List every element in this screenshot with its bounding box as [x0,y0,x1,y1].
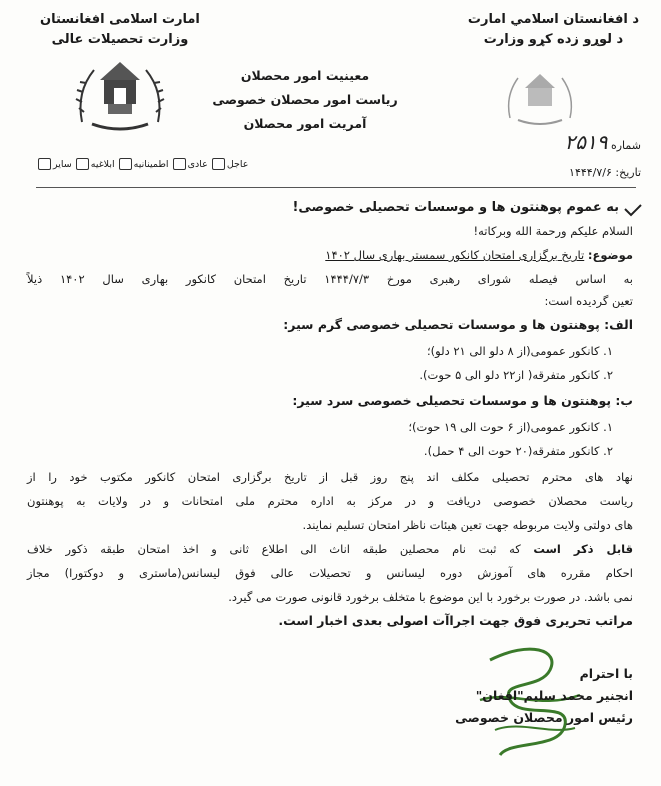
checkbox-icon [173,158,186,170]
checkbox-icon [212,158,225,170]
section-a-item: ۱. کانکور عمومی(از ۸ دلو الی ۲۱ دلو)؛ [426,344,613,358]
subject-text: تاریخ برگزاری امتحان کانکور سمستر بهاری سال ۱۴۰۲ [325,248,585,262]
intro-line-1: به اساس فیصله شورای رهبری مورخ ۱۴۴۴/۷/۳ تاریخ امتحان کانکور بهاری سال ۱۴۰۲ ذیلاً [27,272,634,286]
greeting: السلام علیکم ورحمة الله وبرکاته! [473,224,633,238]
subject-label: موضوع: [587,248,633,262]
priority-option-normal[interactable]: عادی [173,158,208,170]
letter-number [565,130,641,154]
signer-title: رئیس امور محصلان خصوصی [455,710,633,725]
header-center [205,64,405,136]
paragraph-2-line-3: های دولتی ولایت مربوطه جهت تعین هیئات ناظر امتحان تسلیم نمایند. [302,518,633,532]
section-b-item: ۲. کانکور متفرقه(۲۰ حوت الی ۴ حمل). [423,444,613,458]
header-center-line2: ریاست امور محصلان خصوصی [212,92,398,107]
number-value: ۲۵۱۹ [564,130,608,154]
note-line-3: نمی باشد. در صورت برخورد با این موضوع با متخلف برخورد قانونی صورت می گیرد. [228,590,633,604]
subject-line [27,246,633,264]
closing-line: مراتب تحریری فوق جهت اجراآت اصولی بعدی اخبار است. [278,613,633,628]
section-b-title: ب: پوهنتون ها و موسسات تحصیلی خصوصی سرد سیر: [292,393,633,408]
date-label: تاریخ: [615,166,641,179]
note-line-1-text: که ثبت نام محصلین طبقه اناث الی اطلاع ثانی و اخذ امتحان طبقه ذکور خلاف [27,542,534,556]
header-right-line2: د لوړو زده کړو وزارت [483,32,624,47]
priority-option-assurance[interactable]: اطمینانیه [119,158,169,170]
priority-options [38,158,248,170]
date-value: ۱۴۴۴/۷/۶ [569,166,612,179]
section-b-item: ۱. کانکور عمومی(از ۶ حوت الی ۱۹ حوت)؛ [408,420,613,434]
intro-line-2: تعین گردیده است: [544,294,633,308]
header-left-line1: امارت اسلامی افغانستان [40,12,200,27]
header-right [468,10,639,50]
paragraph-2-line-2: ریاست محصلان خصوصی دریافت و در مرکز به اداره محترم ملی امتحانات و در ولایات به پوهنتون [27,494,633,508]
header-left-line2: وزارت تحصیلات عالی [51,32,189,47]
note-line-1 [27,540,633,558]
priority-option-urgent[interactable]: عاجل [212,158,249,170]
letter-date [569,166,641,179]
regards: با احترام [579,666,633,681]
header-center-line1: معینیت امور محصلان [240,68,370,83]
note-line-2: احکام مقرره های آموزش دوره لیسانس و تحصیلات عالی فوق لیسانس(ماستری و دوکتورا) مجاز [27,566,633,580]
note-label: قابل ذکر است [533,542,633,556]
paragraph-2-line-1: نهاد های محترم تحصیلی مکلف اند پنج روز قبل از تاریخ برگزاری امتحان کانکور مکتوب خود را از [27,470,633,484]
salutation: به عموم پوهنتون ها و موسسات تحصیلی خصوصی! [292,200,619,215]
section-a-item: ۲. کانکور متفرقه( از۲۲ دلو الی ۵ حوت). [419,368,613,382]
checkbox-icon [119,158,132,170]
check-mark-icon [623,203,643,217]
header-right-line1: د افغانستان اسلامي امارت [467,12,639,27]
emirate-emblem-left-icon [70,52,170,134]
priority-option-other[interactable]: سایر [38,158,72,170]
emirate-emblem-right-icon [500,66,580,128]
checkbox-icon [76,158,89,170]
signer-name: انجنیر محمد سلیم"افغان" [475,688,633,703]
priority-option-notice[interactable]: ابلاغیه [76,158,115,170]
checkbox-icon [38,158,51,170]
number-label: شماره [610,139,641,152]
header-center-line3: آمریت امور محصلان [243,116,367,131]
header-divider [36,187,636,188]
header-left [40,10,200,50]
section-a-title: الف: پوهنتون ها و موسسات تحصیلی خصوصی گرم سیر: [283,317,633,332]
